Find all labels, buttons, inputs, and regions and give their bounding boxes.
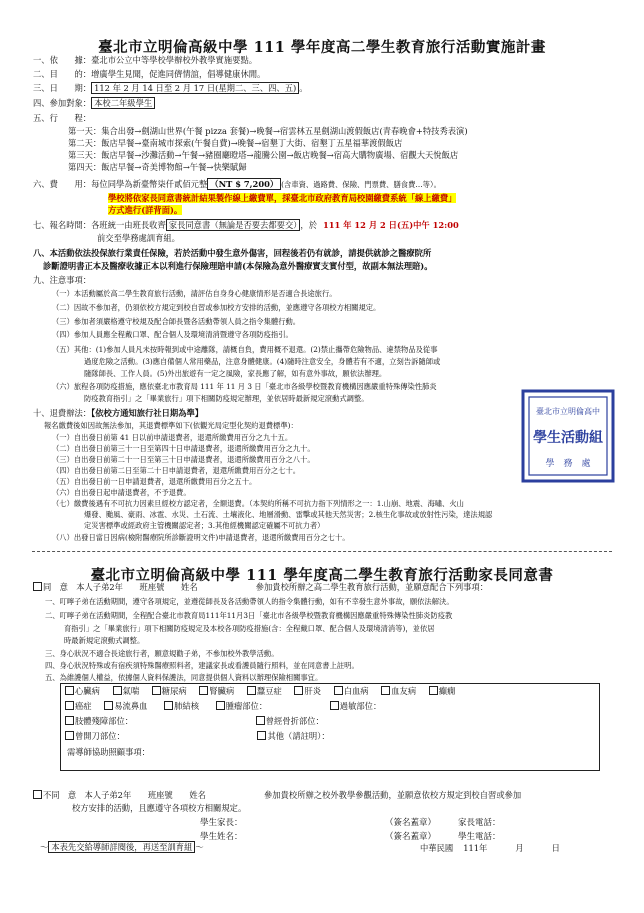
- student-signature-label: （簽名蓋章）: [385, 832, 437, 842]
- condition-label: 曾開刀部位：: [75, 731, 125, 741]
- footer-note: 本表先交給導師詳閱後，再送至訓育組: [48, 841, 195, 853]
- condition-label: 曾經骨折部位：: [265, 716, 324, 726]
- checkbox[interactable]: [152, 686, 161, 695]
- checkbox[interactable]: [65, 716, 74, 725]
- fee-note: (含車資、過路費、保險、門票費、膳食費…等）。: [281, 180, 441, 189]
- student-parent-label: 學生家長：: [200, 818, 243, 828]
- health-row-2: [65, 701, 391, 712]
- itinerary-day-4: [68, 162, 247, 173]
- purpose-text: 增廣學生見聞，促進同儕情誼，倡導健康休閒。: [91, 69, 266, 79]
- basis-label: 一、依 據：: [33, 55, 92, 65]
- health-row-1: [65, 686, 465, 697]
- participants-label: 四、參加對象：: [33, 98, 92, 108]
- year-label: 年: [479, 843, 488, 853]
- refund-item: （一）自出發日前第 41 日以前申請退費者，退還所繳費用百分之九十五。: [52, 433, 293, 442]
- notes-label: 九、注意事項：: [33, 275, 92, 285]
- condition-label: 白血病: [343, 686, 369, 696]
- day-label: 第四天：: [68, 162, 102, 172]
- agree-line-text: 同 意 本人子弟2年 班座號 姓名 參加貴校所辦之高二學生教育旅行活動，並願意配合下列事項：: [43, 582, 489, 592]
- condition-label: 心臟病: [75, 686, 100, 696]
- checkbox[interactable]: [65, 686, 74, 695]
- consent-title: 臺北市立明倫高級中學 111 學年度高二學生教育旅行活動家長同意書: [90, 567, 554, 584]
- date-prefix: 中華民國: [420, 843, 454, 853]
- refund-label: 十、退費辦法：: [33, 408, 92, 418]
- refund-item: （五）自出發日前一日申請退費者，退還所繳費用百分之五十。: [52, 477, 257, 486]
- date-year: 111: [463, 843, 480, 853]
- checkbox[interactable]: [257, 731, 266, 740]
- condition-label: 其他（請註明）：: [267, 731, 330, 741]
- signup-row: [33, 220, 459, 231]
- condition-label: 過敏部位：: [339, 701, 382, 711]
- fee-label: 六、費 用: [33, 179, 83, 189]
- school-seal-stamp: [520, 388, 616, 484]
- disagree-row: [33, 790, 521, 801]
- checkbox[interactable]: [429, 686, 438, 695]
- refund-row: [33, 408, 203, 419]
- condition-label: 血友病: [391, 686, 417, 696]
- date-row: [33, 83, 308, 94]
- insurance-line-2: 診斷證明書正本及醫療收據正本以利進行保險理賠申請(本保險為意外醫療實支實付型，故副本無法理賠)。: [43, 261, 433, 271]
- condition-label: 癲癇: [438, 686, 456, 696]
- fee-amount: （NT $ 7,200）: [207, 178, 281, 190]
- health-row-4: [65, 731, 340, 742]
- itinerary-label: 五、行 程：: [33, 113, 92, 123]
- checkbox[interactable]: [247, 686, 256, 695]
- date-label: 三、日 期：: [33, 83, 92, 93]
- student-phone-label: 學生電話：: [458, 832, 501, 842]
- consent-item: 二、叮嚀子弟在活動期間，全程配合臺北市教育局111年11月3日「臺北市各級學校暨教育機構因應嚴重特殊傳染性肺炎防疫教: [45, 611, 453, 620]
- consent-item: 五、為維護個人權益，依據個人資料保護法，同意提供個人資料以辦理保險相關事宜。: [45, 673, 323, 682]
- checkbox[interactable]: [65, 701, 74, 710]
- checkbox[interactable]: [113, 686, 122, 695]
- plan-title: 臺北市立明倫高級中學 111 學年度高二學生教育旅行活動實施計畫: [98, 39, 546, 56]
- cut-line-divider: [32, 551, 612, 552]
- note-item: （四）參加人員應全程戴口罩、配合個人及環境清消暨遵守各項防疫指引。: [52, 330, 293, 339]
- footer-tilde: ～: [195, 842, 204, 852]
- itinerary-day-3: [68, 150, 458, 161]
- checkbox[interactable]: [294, 686, 303, 695]
- refund-item: （二）自出發日前第三十一日至第四十日申請退費者，退還所繳費用百分之九十。: [52, 444, 315, 453]
- checkbox[interactable]: [104, 701, 113, 710]
- day-label: 第三天：: [68, 150, 102, 160]
- condition-label: 氣喘: [122, 686, 140, 696]
- condition-label: 蠶豆症: [256, 686, 282, 696]
- checkbox[interactable]: [199, 686, 208, 695]
- signup-text: 各班統一由班長收齊: [91, 220, 166, 230]
- day-label: 第一天：: [68, 126, 102, 136]
- note-item: （三）參加者須嚴格遵守校規及配合師長暨各活動帶領人員之指令集體行動。: [52, 317, 301, 326]
- condition-label: 易流鼻血: [114, 701, 148, 711]
- day-text: 集合出發→劍湖山世界(午餐 pizza 套餐)→晚餐→宿雲林五星劍湖山渡假飯店(青春晚會+特技秀表演): [101, 126, 468, 136]
- consent-item: 一、叮嚀子弟在活動期間，遵守各項規定，並遵從師長及各活動帶領人的指令集體行動，如有不幸發生意外事故，願依法解決。: [45, 597, 454, 606]
- refund-item: （六）自出發日起申請退費者，不予退費。: [52, 488, 191, 497]
- fee-words: 柒仟貳佰元整: [157, 179, 208, 189]
- checkbox[interactable]: [65, 731, 74, 740]
- health-needs: 需導師協助照顧事項：: [67, 747, 150, 757]
- purpose-row: [33, 69, 265, 80]
- day-text: 飯店早餐→臺南城市探索(午餐自費)→晚餐→宿墾丁大街、宿墾丁五星福華渡假飯店: [101, 138, 403, 148]
- disagree-line-text: 不同 意 本人子弟2年 班座號 姓名 參加貴校所辦之校外教學參觀活動，並願意依校方規定到校自習或參加: [43, 790, 522, 800]
- condition-label: 肢體殘障部位：: [75, 716, 134, 726]
- participants-text: 本校二年級學生: [91, 97, 155, 109]
- fee-row: [33, 179, 441, 190]
- note-item: 防疫教育指引」之「畢業旅行」項下相關防疫規定辦理，並依居時最新規定滾動式調整。: [84, 394, 369, 403]
- refund-item: （七）繳費後遇有不可抗力因素旦經校方認定者，全額退費。（本契約所稱不可抗力指下列情形之一：1.山崩、地震、海嘯、火山: [52, 499, 464, 508]
- note-item: （五）其他：(1)參加人員凡未按時報到或中途離隊，請概自負，費用概不退還。(2)禁止攜帶危險物品、違禁物品及從事: [52, 345, 438, 354]
- itinerary-day-1: [68, 126, 468, 137]
- checkbox[interactable]: [330, 701, 339, 710]
- consent-item: 時最新規定滾動式調整。: [64, 636, 145, 645]
- home-phone-label: 家長電話：: [458, 818, 501, 828]
- fee-online-payment-line-1: [108, 193, 456, 204]
- consent-item: 育指引」之「畢業旅行」項下相關防疫規定及本校各項防疫措施(含：全程戴口罩、配合個人及環境清消等)，並依居: [64, 624, 435, 633]
- disagree-line-2: 校方安排的活動，且應遵守各項校方相關規定。: [72, 803, 247, 813]
- footer-note-row: [40, 842, 204, 853]
- day-label: 第二天：: [68, 138, 102, 148]
- condition-label: 肺結核: [174, 701, 199, 711]
- health-row-3: [65, 716, 334, 727]
- health-conditions-box: [60, 683, 600, 771]
- signup-line-2: 前交至學務處訓育組。: [97, 233, 180, 243]
- refund-intro: 報名繳費後如因故無法參加，其退費標準如下(依觀光局定型化契約退費標準)：: [44, 421, 298, 430]
- condition-label: 癌症: [75, 701, 92, 711]
- stamp-mid-text: 學生活動組: [533, 430, 603, 446]
- refund-heading: 【依校方通知旅行社日期為準】: [91, 408, 204, 418]
- stamp-bottom-text: 學 務 處: [545, 459, 591, 469]
- day-text: 飯店早餐→奇美博物館→午餐→快樂賦歸: [101, 162, 247, 172]
- consent-item: 四、身心狀況特殊或有宿疾須特殊醫療照料者，建議家長或看護員隨行照料，並在同意書上註明。: [45, 661, 359, 670]
- basis-text: 臺北市公立中等學校學辦校外教學實施要點。: [91, 55, 258, 65]
- basis-row: [33, 55, 257, 66]
- note-item: 隨隊師長、工作人員。(5)外出旅遊有一定之風險，家長應了解，如有意外事故，願依法辦理。: [84, 369, 387, 378]
- condition-label: 腎臟病: [209, 686, 235, 696]
- participants-row: [33, 98, 155, 109]
- disagree-checkbox[interactable]: [33, 790, 42, 799]
- month-label: 月: [515, 843, 524, 853]
- fee-online-payment-line-2: [108, 205, 182, 216]
- itinerary-day-2: [68, 138, 402, 149]
- fee-yellow-text: 學校將依家長同意書統計結果製作線上繳費單，採臺北市政府教育局校園繳費系統「線上繳費」: [108, 193, 457, 203]
- signup-deadline: 111 年 12 月 2 日(五)中午 12:00: [323, 220, 459, 230]
- fee-prefix: ：每位同學為新臺幣: [82, 179, 158, 189]
- fee-yellow-text: 方式進行(詳背面)。: [108, 205, 183, 215]
- insurance-line-1: 八、本活動依法投保旅行業責任保險，若於活動中發生意外傷害，回程後若仍有就診，請提供就診之醫療院所: [33, 248, 432, 258]
- refund-item: （四）自出發日前第二日至第二十日申請退費者，退還所繳費用百分之七十。: [52, 466, 301, 475]
- stamp-top-text: 臺北市立明倫高中: [536, 407, 600, 416]
- note-item: （六）旅程各項防疫措施，應依臺北市教育局 111 年 11 月 3 日「臺北市各級學校暨教育機構因應嚴重特殊傳染性肺炎: [52, 382, 437, 391]
- date-end: 。: [299, 83, 308, 93]
- refund-item: 爆發、颱風、豪雨、冰雹、水災、土石流、土壤液化、地層滑動、雷擊或其他天然災害；2.核生化事故或放射性污染，達法規認: [84, 510, 493, 519]
- signup-label: 七、報名時間：: [33, 220, 92, 230]
- note-item: （二）因故不參加者，仍須依校方規定到校自習或參加校方安排的活動，並應遵守各項校方相關規定。: [52, 303, 381, 312]
- student-name-label: 學生姓名：: [200, 832, 243, 842]
- signup-box: 家長同意書（無論是否要去都要交）: [166, 219, 301, 231]
- purpose-label: 二、目 的：: [33, 69, 92, 79]
- parent-signature-label: （簽名蓋章）: [385, 818, 437, 828]
- refund-item: （三）自出發日前第二十一日至第三十日申請退費者，退還所繳費用百分之八十。: [52, 455, 315, 464]
- checkbox[interactable]: [381, 686, 390, 695]
- condition-label: 糖尿病: [161, 686, 187, 696]
- date-text: 112 年 2 月 14 日至 2 月 17 日(星期二、三、四、五): [91, 82, 299, 94]
- footer-tilde: ～: [40, 842, 49, 852]
- agree-row: [33, 582, 488, 593]
- agree-checkbox[interactable]: [33, 582, 42, 591]
- note-item: （一）本活動屬於高二學生教育旅行活動，請評估自身身心健康情形是否適合長途旅行。: [52, 289, 337, 298]
- note-item: 過度危險之活動。(3)應自備個人常用藥品，注意身體健康。(4)隨時注意安全，身體若有不適，立刻告訴隨師或: [84, 357, 441, 366]
- checkbox[interactable]: [256, 716, 265, 725]
- checkbox[interactable]: [164, 701, 173, 710]
- consent-item: 三、身心狀況不適合長途旅行者，願意規勸子弟，不參加校外教學活動。: [45, 649, 279, 658]
- checkbox[interactable]: [216, 701, 225, 710]
- condition-label: 腫瘤部位：: [225, 701, 268, 711]
- signup-sep: ，於: [300, 220, 317, 230]
- day-label: 日: [551, 843, 560, 853]
- sign-date-row: [420, 843, 560, 854]
- refund-item: （八）出發日當日因病(檢附醫療院所診斷證明文件)申請退費者，退還所繳費用百分之七十。: [52, 533, 350, 542]
- condition-label: 肝炎: [304, 686, 322, 696]
- checkbox[interactable]: [334, 686, 343, 695]
- refund-item: 定災害標準或經政府主管機關認定者；3.其他經機關認定確屬不可抗力者）: [84, 521, 325, 530]
- day-text: 飯店早餐→沙灘活動→午餐→豬圈廳瞪塔→龍騰公園→飯店晚餐→宿高大購物廣場、宿觀大天悅飯店: [101, 150, 459, 160]
